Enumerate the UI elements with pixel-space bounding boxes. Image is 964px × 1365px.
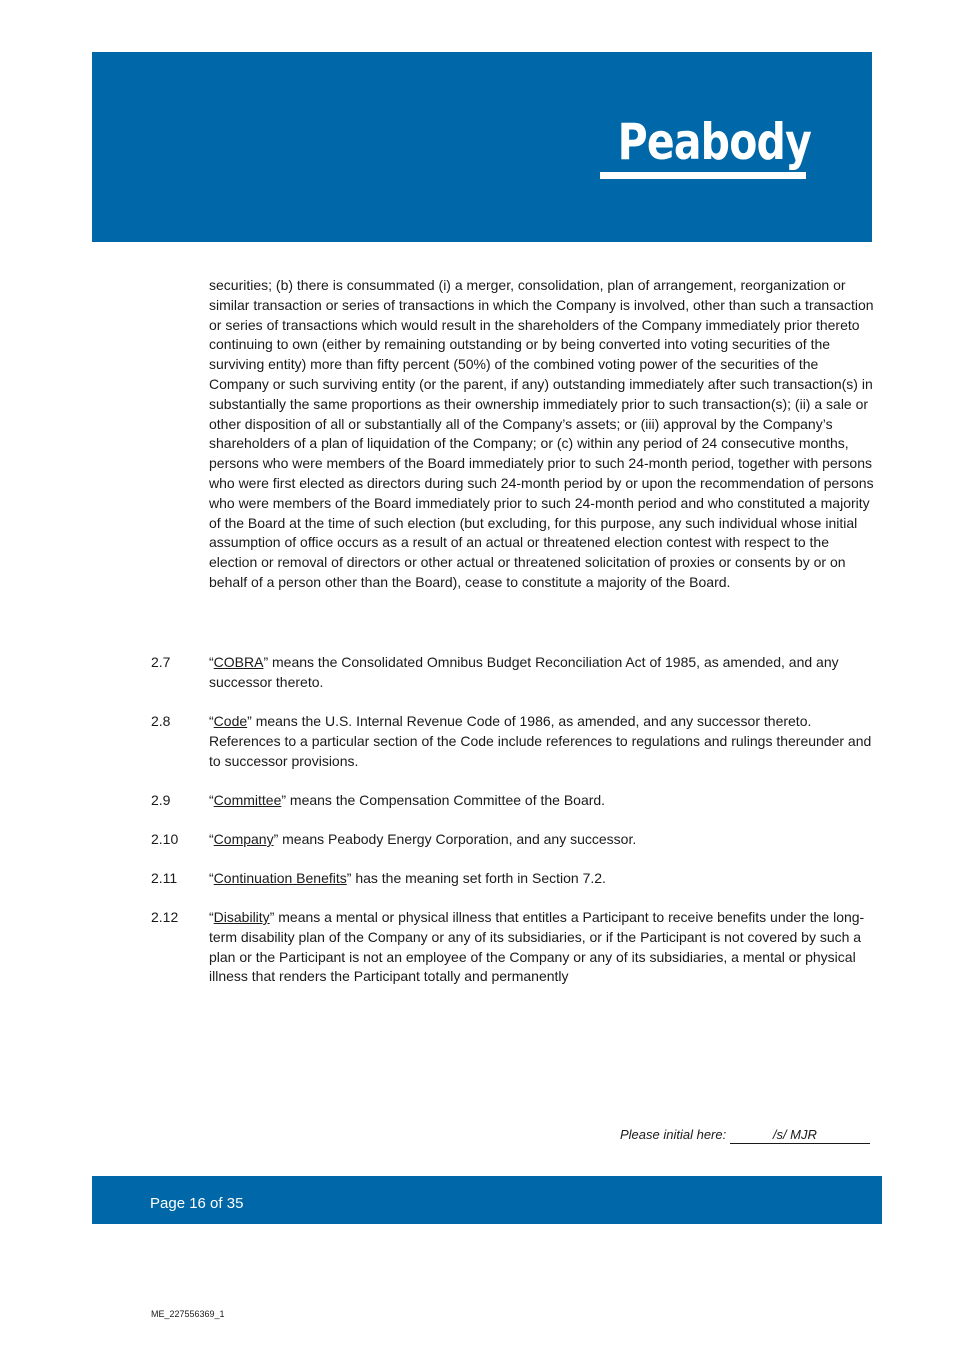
- continuation-paragraph: securities; (b) there is consummated (i) a merger, consolidation, plan of arrangement, reorganization or similar transaction or series of transactions in which the Company is involved, other than such a transaction or series of transactions which would result in the shareholders of the Company immediately prior thereto continuing to own (either by remaining outstanding or by being converted into voting securities of the surviving entity) more than fifty percent (50%) of the combined voting power of the securities of the Company or such surviving entity (or the parent, if any) outstanding immediately after such transaction(s) in substantially the same proportions as their ownership immediately prior to such transaction(s); (ii) a sale or other disposition of all or substantially all of the Company’s assets; or (iii) approval by the Company’s shareholders of a plan of liquidation of the Company; or (c) within any period of 24 consecutive months, persons who were members of the Board immediately prior to such 24-month period, together with persons who were first elected as directors during such 24-month period by or upon the recommendation of persons who were members of the Board immediately prior to such 24-month period and who constituted a majority of the Board at the time of such election (but excluding, for this purpose, any such individual whose initial assumption of office occurs as a result of an actual or threatened election contest with respect to the election or removal of directors or other actual or threatened solicitation of proxies or consents by or on behalf of a person other than the Board), cease to constitute a majority of the Board.: [209, 277, 874, 590]
- footer-band: [92, 1176, 882, 1224]
- section-2-9-text: “Committee” means the Compensation Committee of the Board.: [209, 792, 606, 808]
- document-id: ME_227556369_1: [151, 1309, 225, 1319]
- initial-line: [620, 1126, 870, 1144]
- section-number-2-7: 2.7: [151, 654, 171, 670]
- section-2-12-text: “Disability” means a mental or physical illness that entitles a Participant to receive benefits under the long-term disability plan of the Company or any of its subsidiaries, or if the Participant is not covered by such a plan or the Participant is not an employee of the Company or any of its subsidiaries, a mental or physical illness that renders the Participant totally and permanently: [209, 909, 865, 985]
- section-2-10-text: “Company” means Peabody Energy Corporation, and any successor.: [209, 831, 637, 847]
- defined-term: Continuation Benefits: [213, 870, 347, 886]
- section-2-7-text: “COBRA” means the Consolidated Omnibus Budget Reconciliation Act of 1985, as amended, and any successor thereto.: [209, 654, 839, 690]
- initial-signature: /s/ MJR: [730, 1127, 870, 1144]
- section-2-8-text: “Code” means the U.S. Internal Revenue Code of 1986, as amended, and any successor thereto. References to a particular section of the Code include references to regulations and rulings thereunder and to successor provisions.: [209, 713, 872, 769]
- defined-term: Code: [213, 713, 248, 729]
- section-number-2-10: 2.10: [151, 831, 179, 847]
- logo-underline: [600, 172, 806, 179]
- section-number-2-12: 2.12: [151, 909, 179, 925]
- section-number-2-11: 2.11: [151, 870, 178, 886]
- peabody-logo: [598, 114, 816, 186]
- defined-term: Committee: [213, 792, 282, 808]
- section-number-2-9: 2.9: [151, 792, 171, 808]
- section-2-11-text: “Continuation Benefits” has the meaning set forth in Section 7.2.: [209, 870, 606, 886]
- defined-term: Disability: [213, 909, 270, 925]
- page-number: Page 16 of 35: [150, 1195, 244, 1212]
- logo-wordmark: Peabody: [617, 113, 811, 171]
- defined-term: COBRA: [213, 654, 264, 670]
- defined-term: Company: [213, 831, 274, 847]
- section-number-2-8: 2.8: [151, 713, 171, 729]
- initial-label: Please initial here:: [620, 1127, 730, 1142]
- header-band: [92, 52, 872, 242]
